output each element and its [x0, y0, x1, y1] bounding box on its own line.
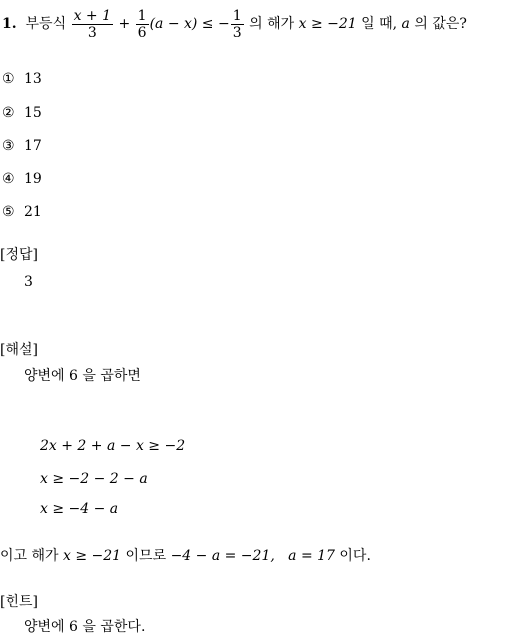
choice-5-value: 21	[24, 204, 42, 220]
choice-4-mark: ④	[2, 171, 15, 187]
choice-4[interactable]	[2, 170, 42, 188]
choice-1-mark: ①	[2, 71, 15, 87]
fraction-3-numerator: 1	[232, 7, 242, 24]
choice-5-mark: ⑤	[2, 204, 15, 220]
question-condition: x ≥ −21	[298, 16, 357, 32]
explanation-intro-text: 양변에	[24, 368, 65, 384]
choice-1[interactable]	[2, 70, 42, 88]
question-stem	[2, 4, 467, 44]
hint-number: 6	[69, 619, 78, 635]
question-variable-a: a	[401, 16, 410, 32]
fraction-2-denominator: 6	[137, 24, 147, 41]
hint-text-2: 을 곱한다.	[82, 619, 146, 635]
choice-5[interactable]	[2, 203, 42, 221]
fraction-1-numerator: x + 1	[73, 7, 111, 24]
answer-value: 3	[24, 274, 33, 290]
choice-2-value: 15	[24, 105, 42, 121]
fraction-1-denominator: 3	[87, 24, 97, 41]
expression-middle: (a − x) ≤ −	[149, 16, 230, 32]
question-suffix-2: 일 때,	[361, 16, 398, 32]
explanation-intro-number: 6	[69, 368, 78, 384]
fraction-3	[231, 8, 244, 41]
explanation-step-1: 2x + 2 + a − x ≥ −2	[40, 438, 186, 454]
fraction-1	[72, 8, 113, 41]
choice-3[interactable]	[2, 137, 42, 155]
question-suffix-1: 의 해가	[249, 16, 295, 32]
conclusion-text-2: 이므로	[125, 548, 167, 564]
hint-text-1: 양변에	[24, 619, 65, 635]
answer-label: [정답]	[0, 247, 38, 263]
fraction-3-denominator: 3	[232, 24, 242, 41]
plus-sign: +	[118, 16, 131, 32]
explanation-intro-tail: 을 곱하면	[82, 368, 141, 384]
question-number: 1.	[2, 16, 17, 32]
hint-text	[24, 619, 145, 635]
choice-3-value: 17	[24, 138, 42, 154]
fraction-2-numerator: 1	[137, 7, 147, 24]
question-prefix: 부등식	[25, 16, 67, 32]
fraction-2	[136, 8, 149, 41]
conclusion-text-3: 이다.	[339, 548, 371, 564]
choice-4-value: 19	[24, 171, 42, 187]
explanation-label: [해설]	[0, 342, 38, 358]
explanation-step-2: x ≥ −2 − 2 − a	[40, 471, 148, 487]
explanation-step-3: x ≥ −4 − a	[40, 501, 119, 517]
choice-2-mark: ②	[2, 105, 15, 121]
hint-label: [힌트]	[0, 594, 38, 610]
question-suffix-3: 의 값은?	[414, 16, 467, 32]
explanation-conclusion	[0, 547, 371, 565]
explanation-intro	[24, 367, 141, 385]
choice-1-value: 13	[24, 71, 42, 87]
choice-3-mark: ③	[2, 138, 15, 154]
conclusion-text-1: 이고 해가	[0, 548, 59, 564]
conclusion-math-1: x ≥ −21	[63, 548, 122, 564]
choice-2[interactable]	[2, 104, 42, 122]
conclusion-math-2: −4 − a = −21, a = 17	[170, 548, 335, 564]
